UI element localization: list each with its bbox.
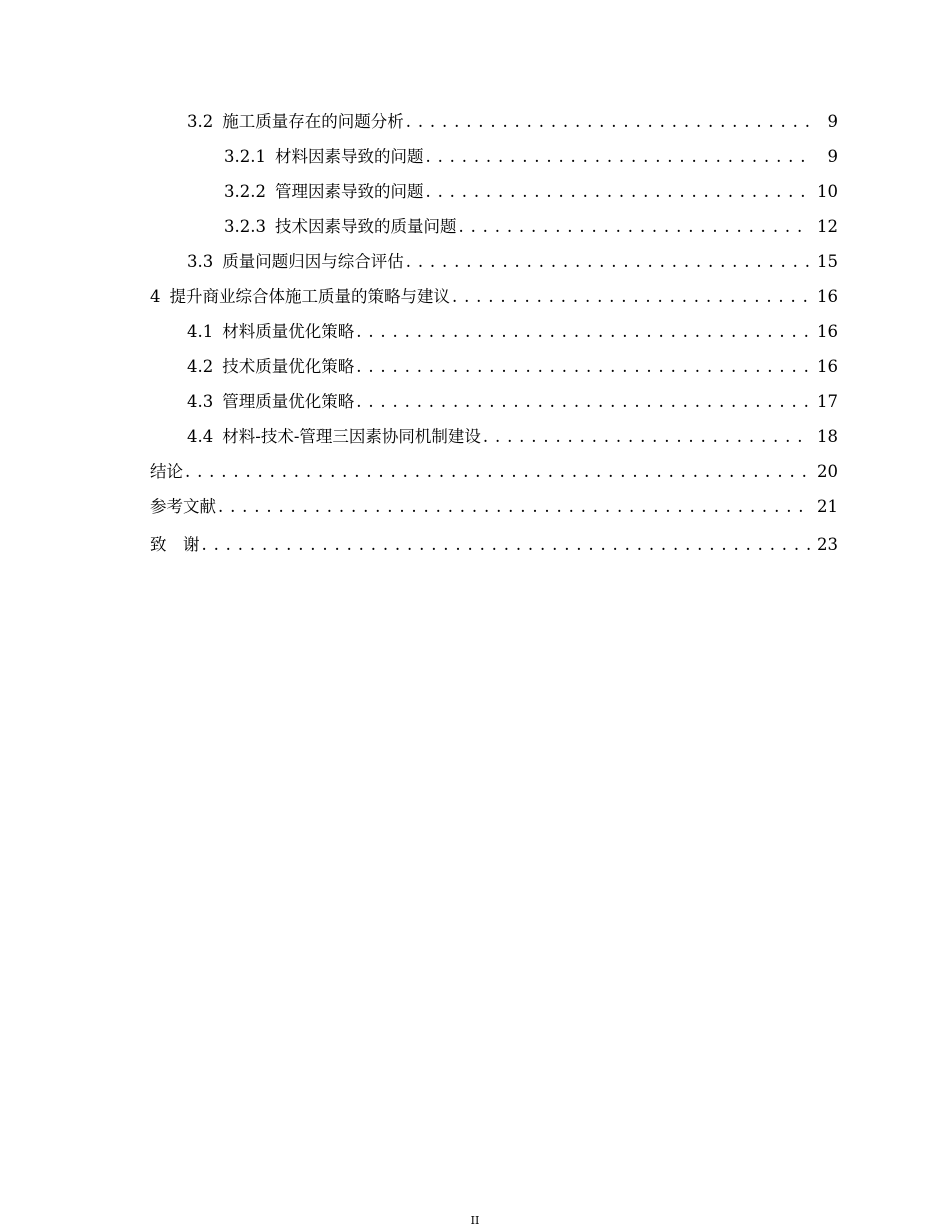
toc-entry-3-2[interactable] [187, 109, 838, 135]
toc-entry-number: 4.3 [187, 392, 214, 411]
toc-entry-page: 20 [817, 462, 838, 481]
toc-entry-page: 9 [827, 147, 838, 166]
toc-entry-title: 材料-技术-管理三因素协同机制建设 [222, 427, 481, 446]
toc-entry-number: 3.3 [187, 252, 214, 271]
toc-entry-title: 材料因素导致的问题 [274, 147, 424, 166]
toc-dot-leader [406, 249, 810, 275]
toc-entry-page: 9 [827, 112, 838, 131]
toc-entry-title: 致 谢 [150, 535, 200, 554]
toc-entry-title: 结论 [150, 462, 183, 481]
toc-entry-3-2-3[interactable] [224, 214, 838, 240]
toc-entry-3-3[interactable] [187, 249, 838, 275]
toc-entry-4[interactable] [150, 284, 838, 310]
toc-entry-number: 3.2 [187, 112, 214, 131]
toc-entry-3-2-2[interactable] [224, 179, 838, 205]
toc-entry-title: 材料质量优化策略 [222, 322, 355, 341]
toc-entry-page: 15 [817, 252, 838, 271]
toc-entry-conclusion[interactable] [150, 459, 838, 485]
toc-entry-4-4[interactable] [187, 424, 838, 450]
toc-entry-number: 4 [150, 287, 161, 306]
toc-entry-page: 16 [817, 287, 838, 306]
toc-entry-page: 16 [817, 357, 838, 376]
toc-entry-title: 技术质量优化策略 [222, 357, 355, 376]
toc-dot-leader [356, 354, 810, 380]
toc-dot-leader [202, 532, 811, 558]
toc-dot-leader [185, 459, 810, 485]
toc-entry-number: 4.1 [187, 322, 214, 341]
toc-entry-4-3[interactable] [187, 389, 838, 415]
toc-entry-title: 施工质量存在的问题分析 [222, 112, 404, 131]
toc-entry-acknowledgements[interactable] [150, 532, 838, 558]
toc-entry-4-2[interactable] [187, 354, 838, 380]
toc-entry-page: 10 [817, 182, 838, 201]
toc-entry-title: 管理因素导致的问题 [274, 182, 424, 201]
toc-dot-leader [458, 214, 810, 240]
toc-entry-title: 质量问题归因与综合评估 [222, 252, 404, 271]
toc-entry-title: 技术因素导致的质量问题 [274, 217, 457, 236]
toc-entry-number: 4.4 [187, 427, 214, 446]
toc-entry-page: 18 [817, 427, 838, 446]
toc-dot-leader [218, 494, 810, 520]
toc-dot-leader [356, 319, 810, 345]
toc-entry-number: 4.2 [187, 357, 214, 376]
toc-entry-number: 3.2.3 [224, 217, 266, 236]
page-footer-number: II [470, 1214, 480, 1227]
toc-entry-page: 17 [817, 392, 838, 411]
toc-dot-leader [425, 144, 810, 170]
toc-entry-title: 参考文献 [150, 497, 216, 516]
toc-entry-page: 21 [817, 497, 838, 516]
toc-entry-title: 提升商业综合体施工质量的策略与建议 [169, 287, 450, 306]
toc-entry-page: 12 [817, 217, 838, 236]
toc-dot-leader [356, 389, 810, 415]
toc-dot-leader [452, 284, 810, 310]
toc-entry-3-2-1[interactable] [224, 144, 838, 170]
toc-entry-number: 3.2.1 [224, 147, 266, 166]
toc-entry-page: 16 [817, 322, 838, 341]
toc-dot-leader [406, 109, 810, 135]
toc-entry-4-1[interactable] [187, 319, 838, 345]
toc-entry-page: 23 [817, 535, 838, 554]
toc-entry-number: 3.2.2 [224, 182, 266, 201]
toc-dot-leader [483, 424, 810, 450]
toc-dot-leader [425, 179, 810, 205]
toc-entry-references[interactable] [150, 494, 838, 520]
toc-entry-title: 管理质量优化策略 [222, 392, 355, 411]
